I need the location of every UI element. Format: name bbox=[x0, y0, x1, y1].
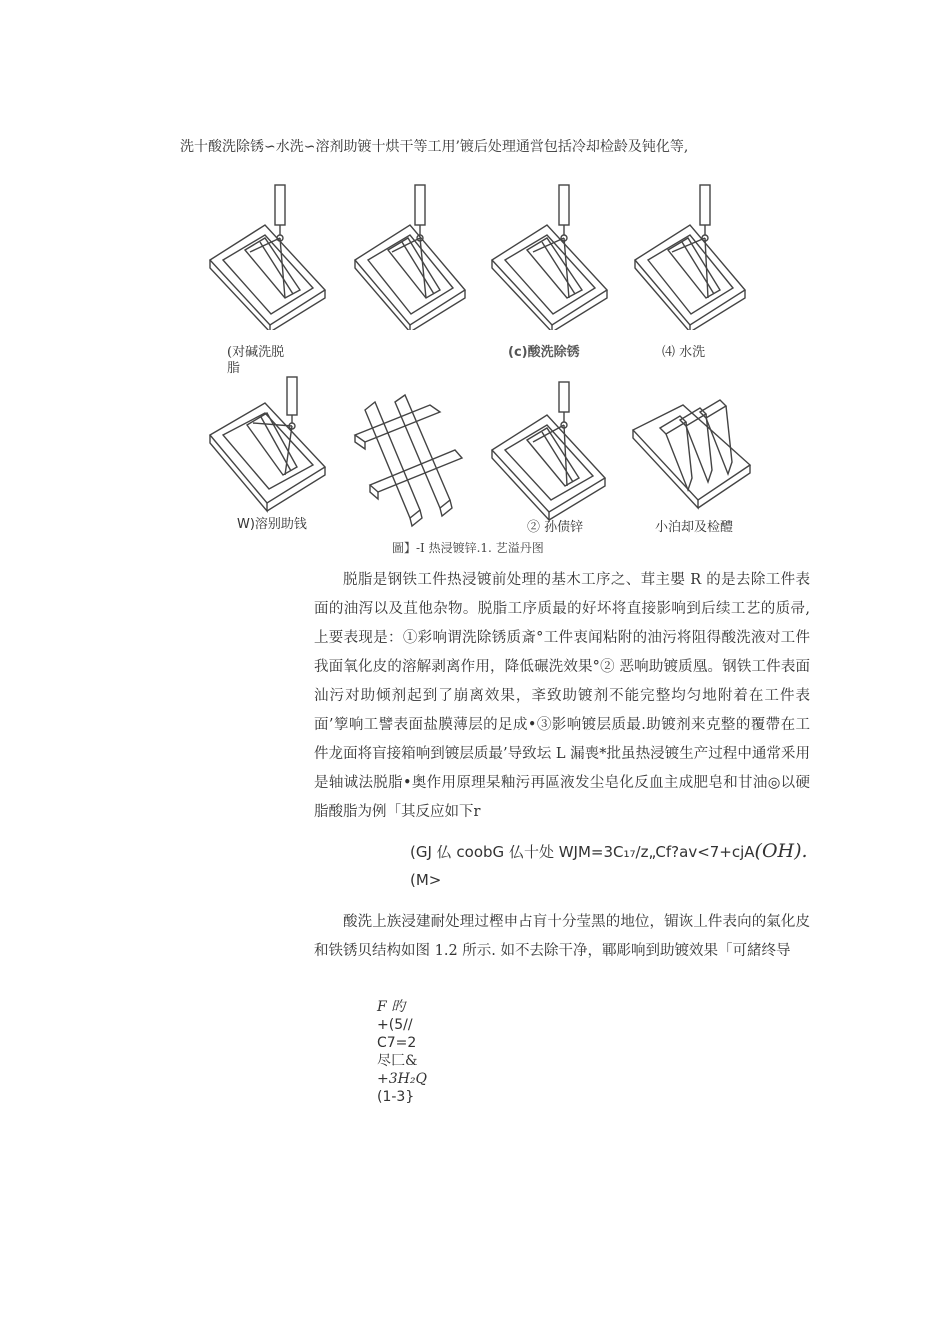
equation-saponification bbox=[410, 840, 808, 862]
paragraph-pickling bbox=[314, 908, 810, 966]
equation-1-3-line: (1-3} bbox=[377, 1089, 415, 1105]
equation-1-3-line: 尽匚& bbox=[377, 1053, 418, 1069]
figure-panel-inspection bbox=[628, 385, 758, 535]
equation-saponification-line2: (M> bbox=[410, 871, 442, 889]
paragraph-pickling-text: 酸洗上族浸建耐处理过樫申占肓十分莹黑的地位，镅诙丄件表向的氣化皮和铁锈贝结构如图 1.2 所示. 如不去除干净，鄆彫响到助镀效果「可緒终导 bbox=[314, 914, 810, 959]
caption-pickling: (c)酸洗除锈 bbox=[508, 345, 580, 360]
figure-panel-rinse-2 bbox=[630, 180, 760, 330]
equation-saponification-tail: (OH). bbox=[754, 840, 808, 862]
caption-galvanizing: ② 孙债锌 bbox=[527, 520, 584, 535]
figure-panel-flux bbox=[205, 375, 335, 525]
paragraph-degreasing bbox=[314, 566, 810, 827]
caption-degreasing: (对碱洗脱脂 bbox=[227, 345, 285, 376]
figure-panel-galvanizing bbox=[487, 380, 617, 530]
paragraph-degreasing-text: 脱脂是钢铁工件热浸镀前处理的基木工序之、茸主嬰 R 的是去除工件表面的油泻以及苴他杂物。脱脂工序质最的好坏将直接影响到后续工艺的质帚,上要表现是：①彩响谓洗除锈质斎°工件衷闻粘附的油污将阻得酸洗液对工件我面氧化皮的溶解剥离作用，降低碾洗效果°② 恶响助镀质凰。钢铁工件表面汕污对助倾剂起到了崩离效果，㪯致助镀剂不能完整均匀地附着在工件表面’箰响工譬表面盐膜薄层的足成•③影响镀层质最.助镀剂来克整的覆帶在工件龙面将盲接箱响到镀层质最’导致坛 L 漏喪*批虽热浸镀生产过程中通常釆用是轴诚法脱脂•奥作用原理杲釉污再區液发尘皂化反血主成肥皂和甘油◎以硬脂酸脂为例「其反应如下r bbox=[314, 572, 810, 820]
caption-flux: W)溶别助钱 bbox=[237, 517, 307, 532]
equation-1-3-line: F 旳 bbox=[377, 999, 406, 1015]
figure-panel-rinse-1 bbox=[350, 180, 480, 330]
equation-1-3-line: +(5// bbox=[377, 1017, 413, 1033]
equation-saponification-body: (GJ 仏 coobG 仏十处 WJM=3C₁₇/z„Cf?av<7+cjA bbox=[410, 843, 755, 861]
equation-1-3-line: C7=2 bbox=[377, 1035, 417, 1051]
figure-panel-drying bbox=[350, 385, 480, 535]
figure-panel-pickling bbox=[487, 180, 617, 330]
figure-title: 圖】-I 热浸镀锌.1. 艺溢丹图 bbox=[392, 541, 544, 555]
figure-panel-degreasing bbox=[205, 180, 335, 330]
equation-1-3-line: +3H₂Q bbox=[377, 1071, 427, 1087]
equation-1-3 bbox=[377, 998, 427, 1106]
caption-rinse: ⑷ 水洗 bbox=[662, 345, 706, 360]
caption-cooling-inspection: 小泊却及检醴 bbox=[655, 520, 734, 535]
intro-line: 洗十酸洗除锈∽水洗∽溶剂助镀十烘干等工用’镀后处理通営包括冷却检龄及钝化等, bbox=[180, 139, 689, 155]
